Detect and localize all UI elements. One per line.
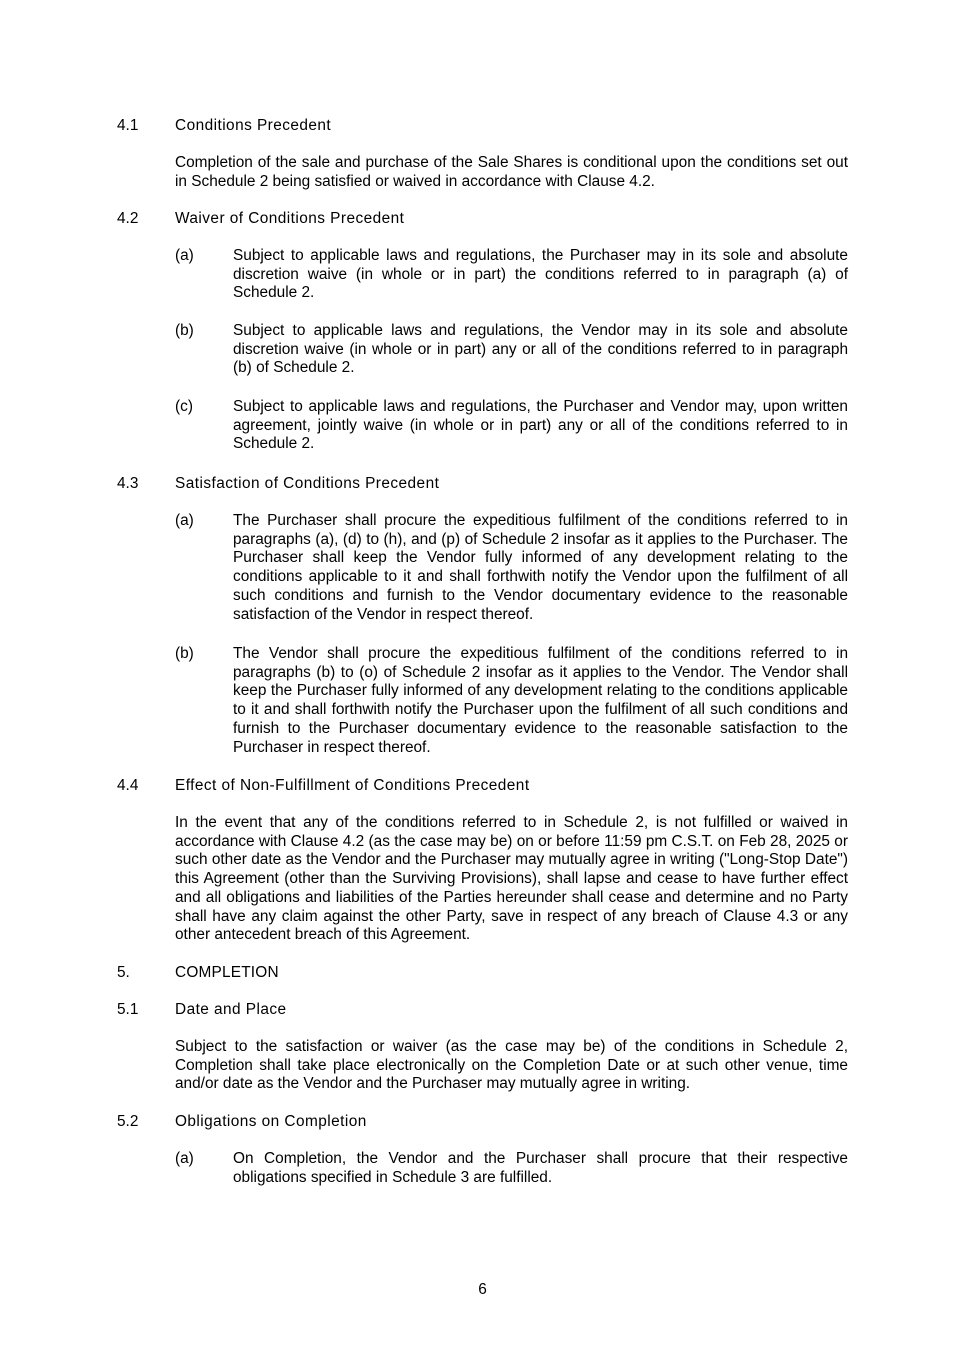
section-number: 4.4 (117, 777, 139, 794)
section-heading: COMPLETION (175, 964, 279, 981)
section-number: 4.1 (117, 117, 139, 134)
item-text: The Vendor shall procure the expeditious fulfilment of the conditions referred to in paragraphs (b) to (o) of Schedule 2 insofar as it applies to the Vendor. The Vendor shall keep the Purchaser fully informed of any development relating to the conditions applicable to it and shall forthwith notify the Purchaser upon the fulfilment of all such conditions and furnish to the Purchaser documentary evidence to the reasonable satisfaction to the Purchaser in respect thereof. (233, 645, 848, 756)
item-text: On Completion, the Vendor and the Purchaser shall procure that their respective obligations specified in Schedule 3 are fulfilled. (233, 1150, 848, 1186)
item-text: Subject to applicable laws and regulations, the Vendor may in its sole and absolute discretion waive (in whole or in part) any or all of the conditions referred to in paragraph (b) of Schedule 2. (233, 322, 848, 377)
section-heading: Satisfaction of Conditions Precedent (175, 475, 440, 492)
section-heading: Conditions Precedent (175, 117, 332, 134)
section-body: Completion of the sale and purchase of the Sale Shares is conditional upon the conditions set out in Schedule 2 being satisfied or waived in accordance with Clause 4.2. (175, 154, 848, 190)
section-body: Subject to the satisfaction or waiver (as the case may be) of the conditions in Schedule 2, Completion shall take place electronically on the Completion Date or at such other venue, time and/or date as the Vendor and the Purchaser may mutually agree in writing. (175, 1038, 848, 1093)
item-text: The Purchaser shall procure the expeditious fulfilment of the conditions referred to in paragraphs (a), (d) to (h), and (p) of Schedule 2 insofar as it applies to the Purchaser. The Purchaser shall keep the Vendor fully informed of any development relating to the conditions applicable to it and shall forthwith notify the Vendor upon the fulfilment of all such conditions and furnish to the Vendor documentary evidence to the reasonable satisfaction of the Vendor in respect thereof. (233, 512, 848, 623)
item-label: (b) (175, 322, 194, 339)
item-text: Subject to applicable laws and regulations, the Purchaser and Vendor may, upon written agreement, jointly waive (in whole or in part) any or all of the conditions referred to in Schedule 2. (233, 398, 848, 453)
section-number: 5.2 (117, 1113, 139, 1130)
item-label: (a) (175, 247, 194, 264)
section-heading: Date and Place (175, 1001, 287, 1018)
section-heading: Waiver of Conditions Precedent (175, 210, 405, 227)
section-number: 4.3 (117, 475, 139, 492)
item-label: (a) (175, 512, 194, 529)
item-text: Subject to applicable laws and regulations, the Purchaser may in its sole and absolute discretion waive (in whole or in part) the conditions referred to in paragraph (a) of Schedule 2. (233, 247, 848, 302)
section-number: 4.2 (117, 210, 139, 227)
section-heading: Obligations on Completion (175, 1113, 367, 1130)
section-number: 5.1 (117, 1001, 139, 1018)
item-label: (c) (175, 398, 193, 415)
item-label: (b) (175, 645, 194, 662)
page-number: 6 (478, 1281, 487, 1298)
section-body: In the event that any of the conditions referred to in Schedule 2, is not fulfilled or waived in accordance with Clause 4.2 (as the case may be) on or before 11:59 pm C.S.T. on Feb 28, 2025 or such other date as the Vendor and the Purchaser may mutually agree in writing ("Long-Stop Date") this Agreement (other than the Surviving Provisions), shall lapse and cease to have further effect and all obligations and liabilities of the Parties hereunder shall cease and determine and no Party shall have any claim against the other Party, save in respect of any breach of Clause 4.3 or any other antecedent breach of this Agreement. (175, 814, 848, 944)
section-number: 5. (117, 964, 130, 981)
item-label: (a) (175, 1150, 194, 1167)
section-heading: Effect of Non-Fulfillment of Conditions Precedent (175, 777, 530, 794)
